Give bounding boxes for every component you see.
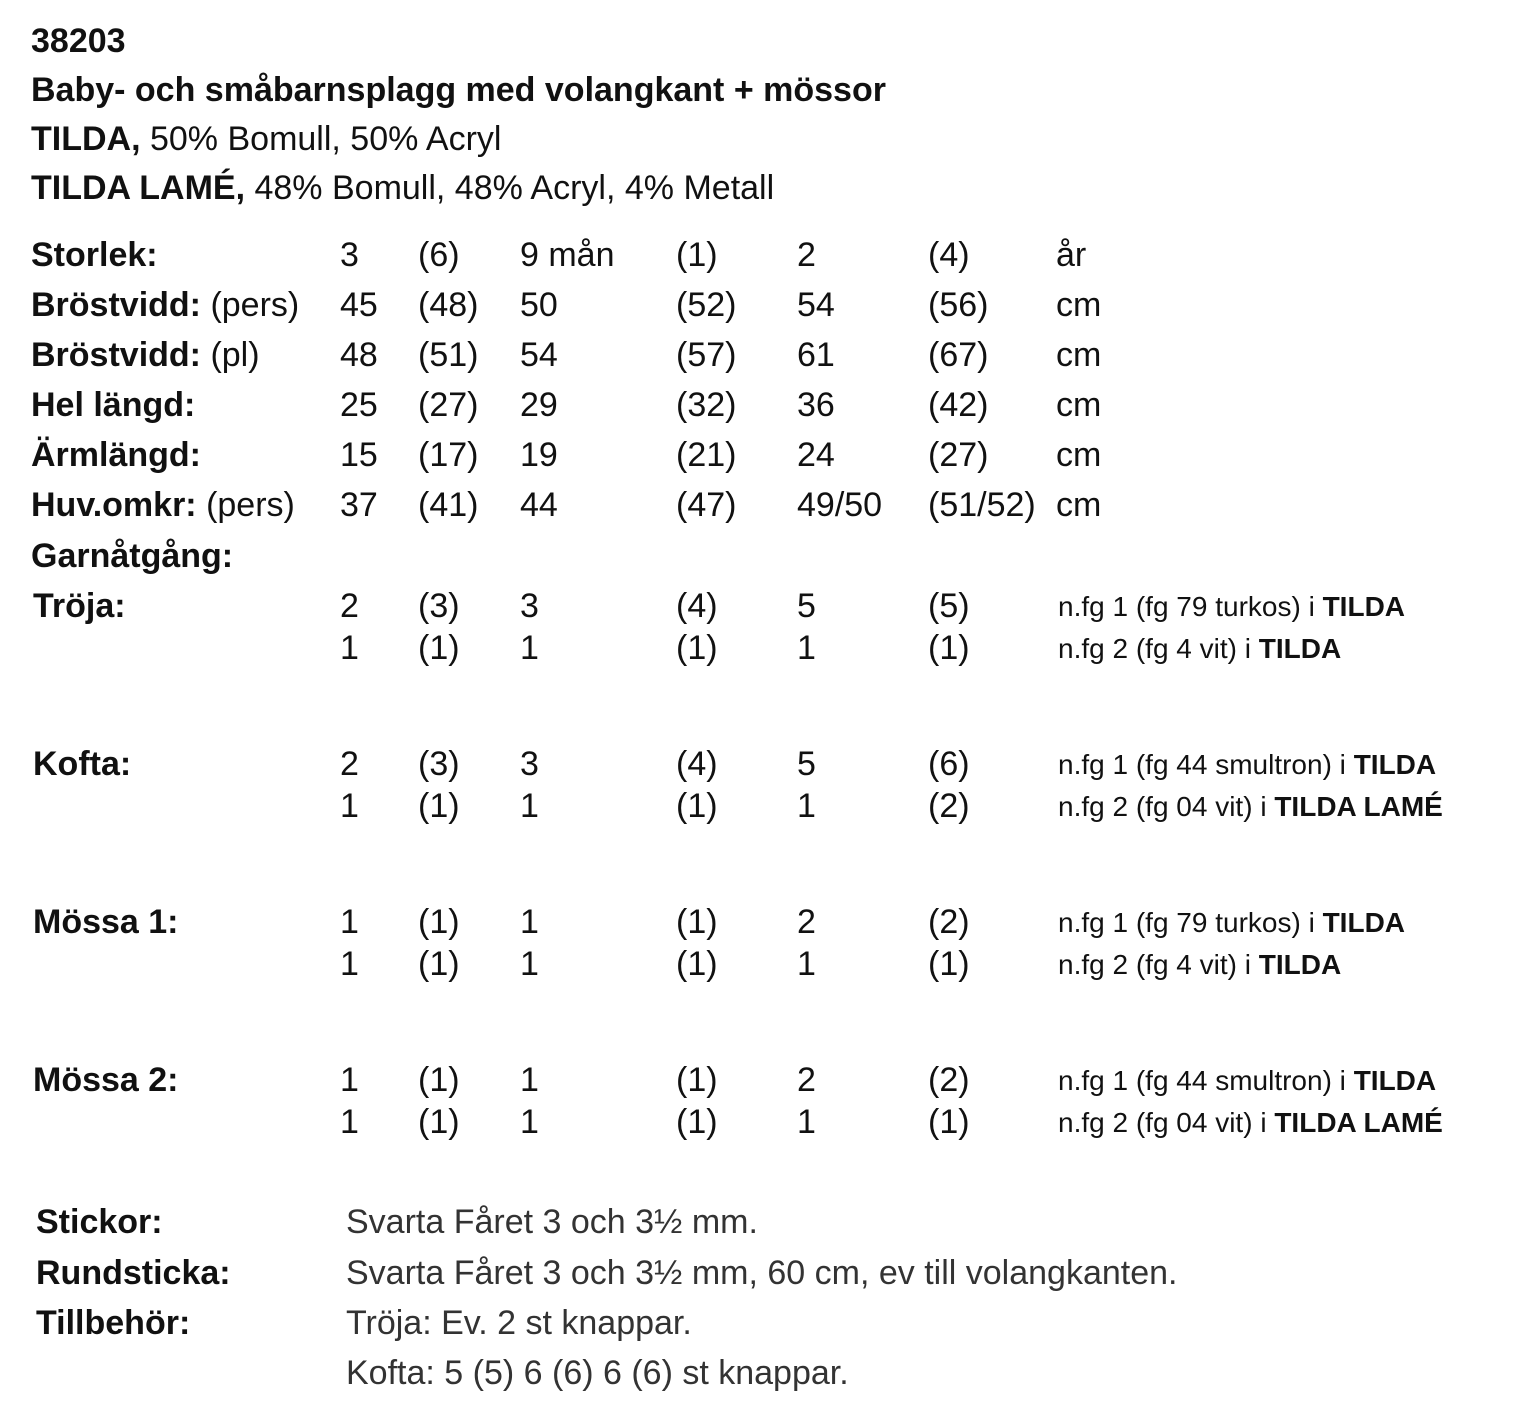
size-value: 15 (340, 436, 378, 474)
size-value: (51) (418, 336, 479, 374)
yarn-name: TILDA, (31, 120, 141, 158)
yarn-amount: (1) (676, 1061, 718, 1099)
yarn-amount: (6) (928, 745, 970, 783)
yarn-color-note: n.fg 1 (fg 79 turkos) i TILDA (1058, 907, 1406, 938)
size-value: (32) (676, 386, 737, 424)
yarn-amount: 5 (797, 587, 816, 625)
yarn-line (31, 169, 774, 208)
yarn-amount: 2 (340, 587, 359, 625)
yarn-amount: (1) (676, 629, 718, 667)
size-value: (27) (928, 436, 989, 474)
size-row (0, 286, 1513, 336)
yarn-amount: (2) (928, 787, 970, 825)
size-value: (42) (928, 386, 989, 424)
yarn-usage-row (0, 1061, 1513, 1105)
size-value: 54 (520, 336, 558, 374)
size-value: 37 (340, 486, 378, 524)
size-value: 36 (797, 386, 835, 424)
yarn-amount: 1 (797, 787, 816, 825)
yarn-color-note: n.fg 2 (fg 04 vit) i TILDA LAMÉ (1058, 1107, 1443, 1138)
size-value: (21) (676, 436, 737, 474)
pattern-title: Baby- och småbarnsplagg med volangkant + mössor (31, 71, 886, 109)
yarn-amount: (1) (676, 903, 718, 941)
size-unit: cm (1056, 436, 1102, 474)
yarn-amount: 1 (797, 945, 816, 983)
yarn-amount: 1 (340, 1103, 359, 1141)
pattern-number: 38203 (31, 22, 126, 60)
yarn-color-note: n.fg 1 (fg 79 turkos) i TILDA (1058, 591, 1406, 622)
yarn-amount: (1) (676, 945, 718, 983)
yarn-amount: 1 (797, 629, 816, 667)
size-unit: cm (1056, 486, 1102, 524)
tools-row (0, 1354, 1513, 1406)
yarn-color-note: n.fg 2 (fg 4 vit) i TILDA (1058, 633, 1342, 664)
yarn-amount: (1) (676, 787, 718, 825)
size-value: (57) (676, 336, 737, 374)
size-value: 50 (520, 286, 558, 324)
yarn-amount: (1) (418, 903, 460, 941)
yarn-amount: 5 (797, 745, 816, 783)
yarn-amount: 1 (520, 903, 539, 941)
yarn-amount: (2) (928, 1061, 970, 1099)
yarn-amount: (1) (928, 629, 970, 667)
size-row-label: Bröstvidd: (pers) (31, 286, 300, 324)
yarn-amount: (2) (928, 903, 970, 941)
yarn-amount: 1 (340, 629, 359, 667)
size-value: 24 (797, 436, 835, 474)
size-row (0, 436, 1513, 486)
size-value: 54 (797, 286, 835, 324)
yarn-usage-row (0, 945, 1513, 989)
yarn-amount: 1 (340, 903, 359, 941)
yarn-amount: (1) (676, 1103, 718, 1141)
size-unit: cm (1056, 386, 1102, 424)
tools-value: Svarta Fåret 3 och 3½ mm, 60 cm, ev till volangkanten. (346, 1254, 1178, 1292)
tools-label: Stickor: (36, 1203, 163, 1241)
size-unit: cm (1056, 336, 1102, 374)
size-unit: cm (1056, 286, 1102, 324)
yarn-amount: (3) (418, 587, 460, 625)
size-value: 49/50 (797, 486, 883, 524)
size-value: 48 (340, 336, 378, 374)
tools-label: Rundsticka: (36, 1254, 231, 1292)
size-value: 44 (520, 486, 558, 524)
size-value: 29 (520, 386, 558, 424)
yarn-composition: 48% Bomull, 48% Acryl, 4% Metall (245, 169, 775, 207)
size-row-label: Storlek: (31, 236, 158, 274)
yarn-amount: (1) (928, 945, 970, 983)
yarn-amount: 3 (520, 587, 539, 625)
yarn-color-note: n.fg 2 (fg 04 vit) i TILDA LAMÉ (1058, 791, 1443, 822)
yarn-amount: (1) (928, 1103, 970, 1141)
yarn-usage-row (0, 903, 1513, 947)
size-row (0, 336, 1513, 386)
size-row-label: Bröstvidd: (pl) (31, 336, 260, 374)
yarn-name: TILDA LAMÉ, (31, 169, 246, 207)
tools-row (0, 1304, 1513, 1356)
size-value: (27) (418, 386, 479, 424)
yarn-usage-row (0, 1103, 1513, 1147)
size-value: 3 (340, 236, 359, 274)
yarn-composition: 50% Bomull, 50% Acryl (140, 120, 502, 158)
garment-label: Tröja: (33, 587, 126, 625)
yarn-amount: (3) (418, 745, 460, 783)
yarn-amount: (1) (418, 1103, 460, 1141)
yarn-amount: 1 (520, 1061, 539, 1099)
size-value: (17) (418, 436, 479, 474)
size-value: 25 (340, 386, 378, 424)
yarn-amount: 1 (520, 1103, 539, 1141)
yarn-color-note: n.fg 1 (fg 44 smultron) i TILDA (1058, 749, 1437, 780)
size-value: (56) (928, 286, 989, 324)
yarn-amount: (4) (676, 587, 718, 625)
yarn-usage-row (0, 787, 1513, 831)
size-unit: år (1056, 236, 1087, 274)
size-value: 61 (797, 336, 835, 374)
yarn-amount: (5) (928, 587, 970, 625)
size-row (0, 236, 1513, 286)
size-value: 45 (340, 286, 378, 324)
garment-label: Mössa 2: (33, 1061, 179, 1099)
yarn-usage-heading: Garnåtgång: (31, 537, 234, 575)
yarn-amount: 1 (520, 629, 539, 667)
yarn-color-note: n.fg 1 (fg 44 smultron) i TILDA (1058, 1065, 1437, 1096)
tools-row (0, 1254, 1513, 1306)
size-value: (4) (928, 236, 970, 274)
yarn-amount: 1 (340, 787, 359, 825)
size-row-label: Ärmlängd: (31, 436, 201, 474)
garment-label: Kofta: (33, 745, 132, 783)
yarn-color-note: n.fg 2 (fg 4 vit) i TILDA (1058, 949, 1342, 980)
yarn-amount: 3 (520, 745, 539, 783)
yarn-amount: (4) (676, 745, 718, 783)
size-value: (51/52) (928, 486, 1036, 524)
size-value: (1) (676, 236, 718, 274)
size-value: 9 mån (520, 236, 615, 274)
yarn-amount: 2 (797, 903, 816, 941)
yarn-amount: (1) (418, 787, 460, 825)
yarn-usage-row (0, 629, 1513, 673)
size-row (0, 386, 1513, 436)
yarn-amount: 1 (520, 787, 539, 825)
size-value: (67) (928, 336, 989, 374)
yarn-amount: 1 (340, 945, 359, 983)
yarn-line (31, 120, 501, 159)
tools-label: Tillbehör: (36, 1304, 191, 1342)
size-value: 19 (520, 436, 558, 474)
tools-row (0, 1203, 1513, 1255)
tools-value: Svarta Fåret 3 och 3½ mm. (346, 1203, 758, 1241)
yarn-usage-row (0, 745, 1513, 789)
yarn-amount: 2 (797, 1061, 816, 1099)
yarn-usage-row (0, 587, 1513, 631)
yarn-amount: 1 (797, 1103, 816, 1141)
yarn-amount: 1 (340, 1061, 359, 1099)
size-value: 2 (797, 236, 816, 274)
size-row-label: Hel längd: (31, 386, 196, 424)
size-value: (6) (418, 236, 460, 274)
yarn-amount: (1) (418, 1061, 460, 1099)
size-row-label: Huv.omkr: (pers) (31, 486, 295, 524)
size-row (0, 486, 1513, 536)
yarn-amount: (1) (418, 945, 460, 983)
size-value: (48) (418, 286, 479, 324)
yarn-amount: (1) (418, 629, 460, 667)
yarn-amount: 1 (520, 945, 539, 983)
garment-label: Mössa 1: (33, 903, 179, 941)
size-value: (41) (418, 486, 479, 524)
tools-value: Kofta: 5 (5) 6 (6) 6 (6) st knappar. (346, 1354, 849, 1392)
yarn-amount: 2 (340, 745, 359, 783)
tools-value: Tröja: Ev. 2 st knappar. (346, 1304, 692, 1342)
size-value: (52) (676, 286, 737, 324)
size-value: (47) (676, 486, 737, 524)
